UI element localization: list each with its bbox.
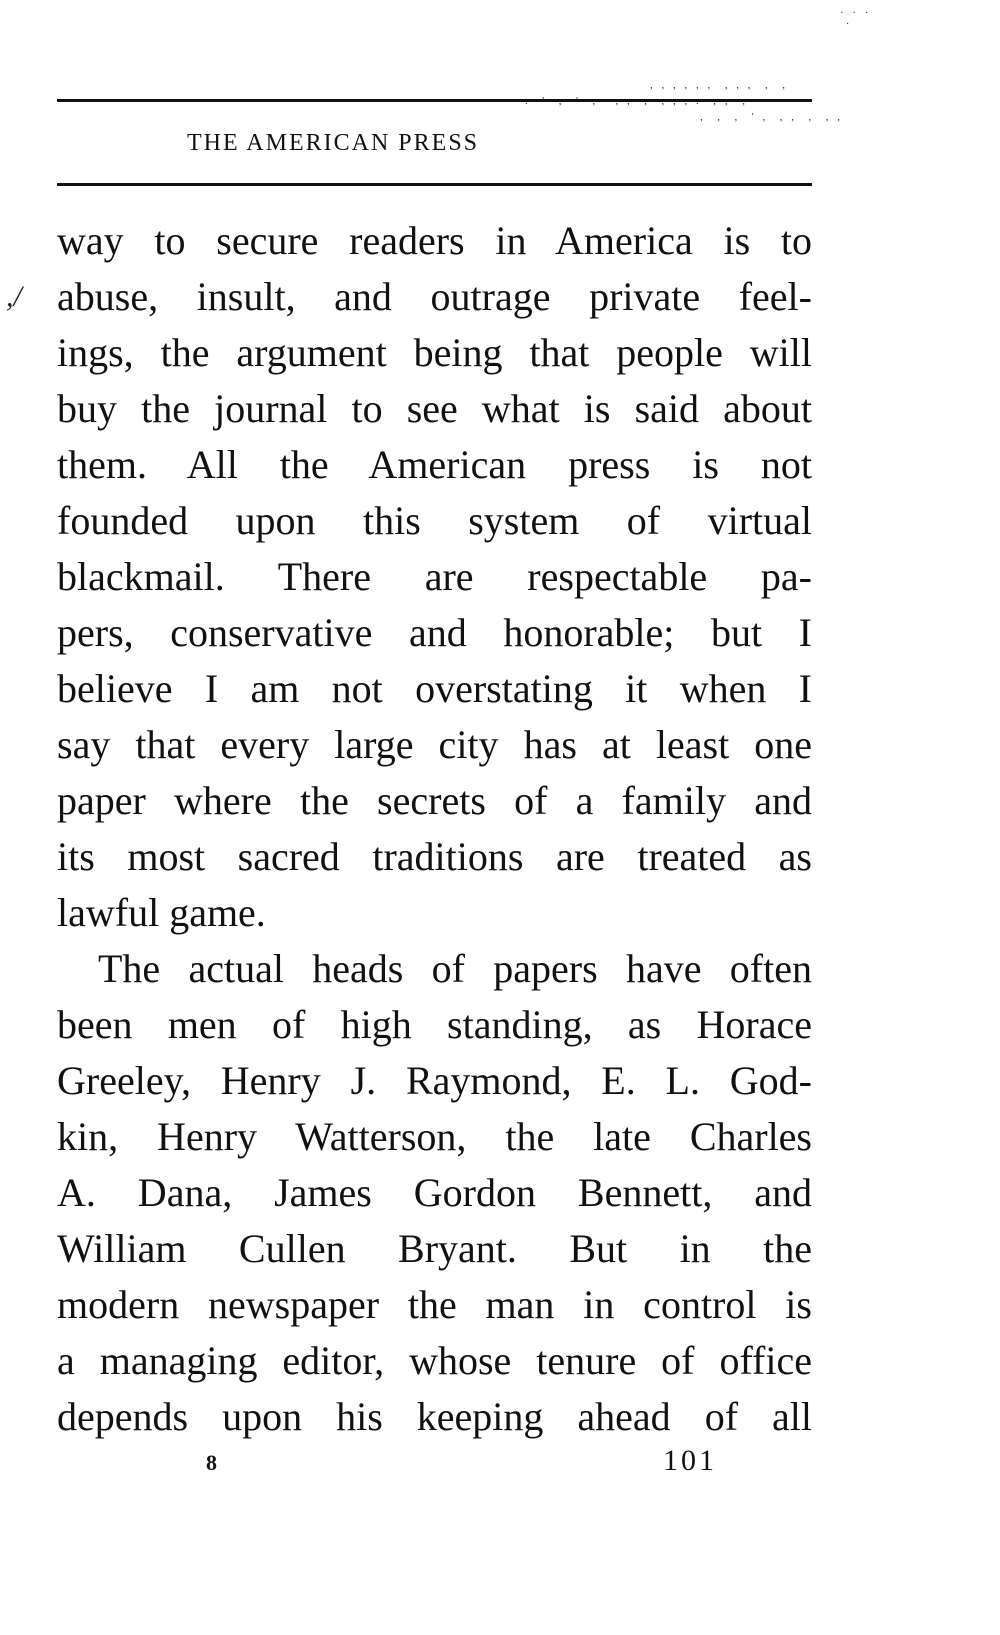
text-line: its most sacred traditions are treated as — [57, 834, 812, 879]
ink-speckle-decoration: , , , , , , , , , , , — [650, 79, 788, 91]
text-line: kin, Henry Watterson, the late Charles — [57, 1114, 812, 1159]
text-line: ings, the argument being that people will — [57, 330, 812, 375]
text-line: been men of high standing, as Horace — [57, 1002, 812, 1047]
header-bottom-rule — [57, 183, 812, 186]
text-line: William Cullen Bryant. But in the — [57, 1226, 812, 1271]
text-line: modern newspaper the man in control is — [57, 1282, 812, 1327]
text-line: A. Dana, James Gordon Bennett, and — [57, 1170, 812, 1215]
page-number: 101 — [663, 1444, 717, 1477]
ink-speckle-decoration: · · · · — [840, 7, 872, 30]
text-line: believe I am not overstating it when I — [57, 666, 812, 711]
text-line: them. All the American press is not — [57, 442, 812, 487]
text-line: say that every large city has at least one — [57, 722, 812, 767]
text-line: Greeley, Henry J. Raymond, E. L. God- — [57, 1058, 812, 1103]
text-line: buy the journal to see what is said about — [57, 386, 812, 431]
signature-mark: 8 — [206, 1450, 217, 1475]
ink-speckle-decoration: , , , ' , , , , , , — [700, 111, 843, 123]
text-line: paper where the secrets of a family and — [57, 778, 812, 823]
text-line: pers, conservative and honorable; but I — [57, 610, 812, 655]
body-text — [57, 213, 812, 1445]
text-line: a managing editor, whose tenure of office — [57, 1338, 812, 1383]
ink-speckle-decoration: . ' , ' , , , , , , , . , ; , — [525, 95, 749, 107]
text-line: way to secure readers in America is to — [57, 218, 812, 263]
text-line: abuse, insult, and outrage private feel- — [57, 274, 812, 319]
text-line: founded upon this system of virtual — [57, 498, 812, 543]
text-line: blackmail. There are respectable pa- — [57, 554, 812, 599]
text-line: depends upon his keeping ahead of all — [57, 1394, 812, 1439]
paragraph-end-line: lawful game. — [57, 890, 266, 935]
paragraph-start-line: The actual heads of papers have often — [98, 946, 812, 991]
running-head: THE AMERICAN PRESS — [186, 130, 480, 156]
margin-annotation-mark: ,/ — [6, 280, 22, 313]
